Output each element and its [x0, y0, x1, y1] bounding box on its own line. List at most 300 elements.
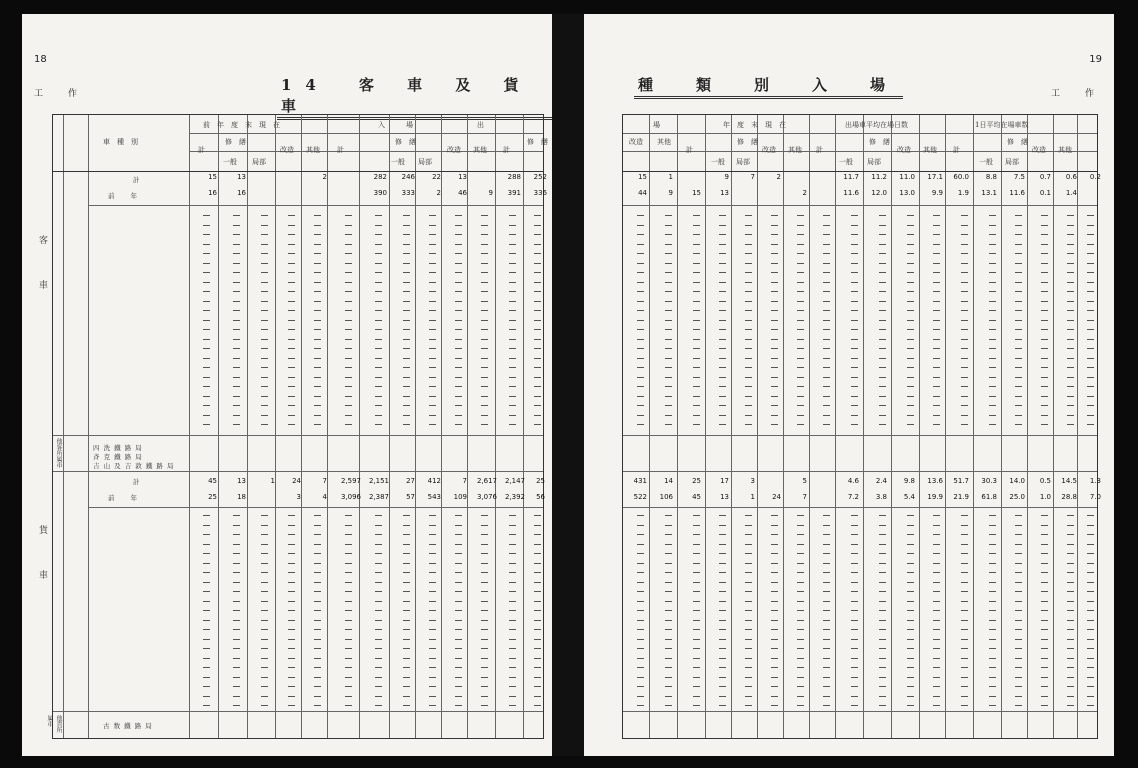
empty-cell-dash [375, 253, 382, 254]
empty-cell-dash [1041, 648, 1048, 649]
header-remodel: 改造 [1032, 146, 1046, 154]
empty-cell-dash [1041, 629, 1048, 630]
empty-cell-dash [455, 601, 462, 602]
empty-cell-dash [375, 234, 382, 235]
empty-cell-dash [907, 525, 914, 526]
empty-cell-dash [933, 667, 940, 668]
empty-cell-dash [455, 525, 462, 526]
empty-cell-dash [345, 253, 352, 254]
empty-cell-dash [989, 415, 996, 416]
empty-cell-dash [823, 348, 830, 349]
empty-cell-dash [771, 563, 778, 564]
empty-cell-dash [314, 667, 321, 668]
empty-cell-dash [823, 620, 830, 621]
empty-cell-dash [933, 572, 940, 573]
empty-cell-dash [879, 544, 886, 545]
empty-cell-dash [1067, 534, 1074, 535]
empty-cell-dash [989, 244, 996, 245]
empty-cell-dash [481, 225, 488, 226]
empty-cell-dash [481, 620, 488, 621]
column-divider [327, 115, 328, 738]
header-bureau: 局部 [252, 158, 266, 166]
empty-cell-dash [989, 348, 996, 349]
cell: 8.8 [985, 173, 997, 181]
cell: 13.0 [899, 189, 915, 197]
empty-cell-dash [637, 610, 644, 611]
column-divider [275, 115, 276, 738]
empty-cell-dash [1067, 282, 1074, 283]
empty-cell-dash [693, 405, 700, 406]
empty-cell-dash [1041, 358, 1048, 359]
empty-cell-dash [403, 696, 410, 697]
empty-cell-dash [345, 215, 352, 216]
empty-cell-dash [961, 629, 968, 630]
empty-cell-dash [261, 396, 268, 397]
empty-cell-dash [455, 610, 462, 611]
empty-cell-dash [534, 225, 541, 226]
empty-cell-dash [429, 253, 436, 254]
empty-cell-dash [203, 396, 210, 397]
header-rule [189, 133, 543, 134]
empty-cell-dash [823, 386, 830, 387]
empty-cell-dash [375, 686, 382, 687]
empty-cell-dash [1067, 263, 1074, 264]
empty-cell-dash [403, 572, 410, 573]
empty-cell-dash [233, 591, 240, 592]
empty-cell-dash [429, 515, 436, 516]
empty-cell-dash [961, 424, 968, 425]
empty-cell-dash [1067, 339, 1074, 340]
cell: 2,597 [340, 477, 361, 485]
empty-cell-dash [455, 667, 462, 668]
stub-total-passenger: 計 [133, 176, 141, 184]
empty-cell-dash [375, 705, 382, 706]
empty-cell-dash [1087, 563, 1094, 564]
empty-cell-dash [823, 705, 830, 706]
empty-cell-dash [455, 358, 462, 359]
empty-cell-dash [1015, 348, 1022, 349]
empty-cell-dash [288, 629, 295, 630]
empty-cell-dash [534, 301, 541, 302]
empty-cell-dash [233, 386, 240, 387]
empty-cell-dash [314, 582, 321, 583]
empty-cell-dash [797, 367, 804, 368]
empty-cell-dash [1087, 525, 1094, 526]
column-divider [731, 115, 732, 738]
empty-cell-dash [1041, 620, 1048, 621]
group-rule [53, 471, 543, 472]
empty-cell-dash [771, 215, 778, 216]
empty-cell-dash [233, 263, 240, 264]
empty-cell-dash [288, 591, 295, 592]
empty-cell-dash [1041, 591, 1048, 592]
empty-cell-dash [261, 405, 268, 406]
empty-cell-dash [481, 396, 488, 397]
empty-cell-dash [745, 620, 752, 621]
empty-cell-dash [403, 686, 410, 687]
empty-cell-dash [693, 263, 700, 264]
empty-cell-dash [851, 253, 858, 254]
empty-cell-dash [455, 553, 462, 554]
empty-cell-dash [375, 301, 382, 302]
empty-cell-dash [314, 705, 321, 706]
cell: 57 [406, 493, 415, 501]
empty-cell-dash [851, 301, 858, 302]
empty-cell-dash [823, 629, 830, 630]
empty-cell-dash [961, 525, 968, 526]
empty-cell-dash [1067, 696, 1074, 697]
page-number: 18 [34, 54, 47, 65]
empty-cell-dash [429, 582, 436, 583]
empty-cell-dash [509, 310, 516, 311]
empty-cell-dash [288, 263, 295, 264]
empty-cell-dash [1087, 377, 1094, 378]
cell: 2 [776, 173, 781, 181]
empty-cell-dash [879, 667, 886, 668]
empty-cell-dash [933, 396, 940, 397]
empty-cell-dash [771, 639, 778, 640]
empty-cell-dash [961, 348, 968, 349]
empty-cell-dash [693, 415, 700, 416]
empty-cell-dash [745, 405, 752, 406]
empty-cell-dash [745, 272, 752, 273]
column-divider [863, 115, 864, 738]
empty-cell-dash [961, 696, 968, 697]
empty-cell-dash [481, 272, 488, 273]
empty-cell-dash [851, 405, 858, 406]
empty-cell-dash [375, 424, 382, 425]
empty-cell-dash [665, 348, 672, 349]
empty-cell-dash [261, 329, 268, 330]
empty-cell-dash [693, 515, 700, 516]
empty-cell-dash [797, 272, 804, 273]
empty-cell-dash [771, 515, 778, 516]
empty-cell-dash [665, 244, 672, 245]
empty-cell-dash [261, 320, 268, 321]
empty-cell-dash [1067, 544, 1074, 545]
header-entered: 入 場 [378, 121, 413, 129]
empty-cell-dash [1067, 667, 1074, 668]
empty-cell-dash [345, 405, 352, 406]
empty-cell-dash [288, 544, 295, 545]
empty-cell-dash [823, 601, 830, 602]
stub-bureau-1: 四 洗 鐵 路 局 [93, 444, 143, 452]
empty-cell-dash [745, 396, 752, 397]
empty-cell-dash [261, 215, 268, 216]
empty-cell-dash [745, 348, 752, 349]
empty-cell-dash [797, 215, 804, 216]
empty-cell-dash [771, 686, 778, 687]
empty-cell-dash [481, 639, 488, 640]
empty-cell-dash [797, 534, 804, 535]
section-label: 工 作 [34, 89, 86, 99]
empty-cell-dash [403, 544, 410, 545]
empty-cell-dash [314, 386, 321, 387]
empty-cell-dash [989, 424, 996, 425]
empty-cell-dash [797, 705, 804, 706]
empty-cell-dash [797, 515, 804, 516]
empty-cell-dash [771, 358, 778, 359]
empty-cell-dash [345, 677, 352, 678]
empty-cell-dash [665, 282, 672, 283]
empty-cell-dash [375, 339, 382, 340]
empty-cell-dash [481, 591, 488, 592]
empty-cell-dash [771, 525, 778, 526]
empty-cell-dash [797, 620, 804, 621]
cell: 2 [436, 189, 441, 197]
empty-cell-dash [375, 320, 382, 321]
column-divider [247, 115, 248, 738]
page-title: 14 客 車 及 貨 車 [277, 74, 552, 120]
empty-cell-dash [665, 424, 672, 425]
empty-cell-dash [1067, 415, 1074, 416]
empty-cell-dash [1087, 396, 1094, 397]
empty-cell-dash [1015, 534, 1022, 535]
empty-cell-dash [961, 415, 968, 416]
empty-cell-dash [314, 291, 321, 292]
empty-cell-dash [1067, 329, 1074, 330]
cell: 51.7 [953, 477, 969, 485]
empty-cell-dash [771, 320, 778, 321]
empty-cell-dash [534, 215, 541, 216]
empty-cell-dash [693, 544, 700, 545]
empty-cell-dash [534, 310, 541, 311]
empty-cell-dash [989, 377, 996, 378]
empty-cell-dash [693, 253, 700, 254]
header-other: 其他 [473, 146, 487, 154]
empty-cell-dash [481, 377, 488, 378]
cell: 11.2 [871, 173, 887, 181]
cell: 1.4 [1065, 189, 1077, 197]
empty-cell-dash [345, 648, 352, 649]
empty-cell-dash [403, 620, 410, 621]
empty-cell-dash [879, 291, 886, 292]
cell: 11.6 [843, 189, 859, 197]
header-total: 計 [816, 146, 823, 154]
empty-cell-dash [455, 405, 462, 406]
empty-cell-dash [961, 310, 968, 311]
empty-cell-dash [455, 591, 462, 592]
empty-cell-dash [879, 629, 886, 630]
column-divider [523, 115, 524, 738]
empty-cell-dash [1067, 424, 1074, 425]
empty-cell-dash [665, 272, 672, 273]
empty-cell-dash [345, 272, 352, 273]
empty-cell-dash [823, 424, 830, 425]
empty-cell-dash [314, 639, 321, 640]
empty-cell-dash [233, 629, 240, 630]
empty-cell-dash [1087, 244, 1094, 245]
empty-cell-dash [797, 291, 804, 292]
empty-cell-dash [481, 544, 488, 545]
empty-cell-dash [719, 386, 726, 387]
empty-cell-dash [907, 553, 914, 554]
empty-cell-dash [509, 572, 516, 573]
header-rule [623, 133, 1097, 134]
empty-cell-dash [1041, 677, 1048, 678]
empty-cell-dash [203, 677, 210, 678]
empty-cell-dash [879, 534, 886, 535]
empty-cell-dash [233, 310, 240, 311]
empty-cell-dash [1067, 396, 1074, 397]
empty-cell-dash [509, 629, 516, 630]
cell: 28.8 [1061, 493, 1077, 501]
empty-cell-dash [261, 534, 268, 535]
empty-cell-dash [989, 610, 996, 611]
cell: 25 [208, 493, 217, 501]
empty-cell-dash [429, 591, 436, 592]
empty-cell-dash [203, 648, 210, 649]
empty-cell-dash [879, 677, 886, 678]
empty-cell-dash [1041, 639, 1048, 640]
empty-cell-dash [719, 658, 726, 659]
empty-cell-dash [989, 367, 996, 368]
empty-cell-dash [693, 601, 700, 602]
empty-cell-dash [375, 367, 382, 368]
empty-cell-dash [823, 686, 830, 687]
empty-cell-dash [261, 639, 268, 640]
cell: 15 [208, 173, 217, 181]
empty-cell-dash [203, 291, 210, 292]
empty-cell-dash [989, 553, 996, 554]
empty-cell-dash [933, 215, 940, 216]
empty-cell-dash [797, 563, 804, 564]
empty-cell-dash [375, 553, 382, 554]
empty-cell-dash [481, 367, 488, 368]
empty-cell-dash [879, 572, 886, 573]
empty-cell-dash [233, 582, 240, 583]
empty-cell-dash [509, 415, 516, 416]
empty-cell-dash [797, 582, 804, 583]
empty-cell-dash [288, 234, 295, 235]
empty-cell-dash [933, 367, 940, 368]
empty-cell-dash [1087, 629, 1094, 630]
empty-cell-dash [1041, 377, 1048, 378]
empty-cell-dash [933, 320, 940, 321]
empty-cell-dash [851, 582, 858, 583]
header-prev-year-end: 前 年 度 末 現 在 [203, 121, 280, 129]
empty-cell-dash [693, 572, 700, 573]
empty-cell-dash [261, 272, 268, 273]
empty-cell-dash [203, 424, 210, 425]
empty-cell-dash [1087, 234, 1094, 235]
empty-cell-dash [1041, 339, 1048, 340]
cell: 336 [533, 189, 547, 197]
empty-cell-dash [288, 658, 295, 659]
empty-cell-dash [823, 301, 830, 302]
empty-cell-dash [719, 225, 726, 226]
empty-cell-dash [1041, 705, 1048, 706]
empty-cell-dash [771, 572, 778, 573]
empty-cell-dash [455, 253, 462, 254]
empty-cell-dash [665, 339, 672, 340]
empty-cell-dash [933, 705, 940, 706]
empty-cell-dash [429, 667, 436, 668]
empty-cell-dash [771, 629, 778, 630]
empty-cell-dash [203, 591, 210, 592]
empty-cell-dash [233, 225, 240, 226]
empty-cell-dash [745, 253, 752, 254]
empty-cell-dash [1067, 244, 1074, 245]
empty-cell-dash [345, 320, 352, 321]
cell: 412 [427, 477, 441, 485]
empty-cell-dash [961, 705, 968, 706]
empty-cell-dash [403, 215, 410, 216]
empty-cell-dash [345, 696, 352, 697]
empty-cell-dash [745, 696, 752, 697]
empty-cell-dash [429, 358, 436, 359]
empty-cell-dash [851, 658, 858, 659]
empty-cell-dash [455, 705, 462, 706]
cell: 288 [507, 173, 521, 181]
empty-cell-dash [745, 320, 752, 321]
empty-cell-dash [509, 544, 516, 545]
empty-cell-dash [455, 620, 462, 621]
empty-cell-dash [481, 677, 488, 678]
empty-cell-dash [403, 677, 410, 678]
empty-cell-dash [745, 648, 752, 649]
empty-cell-dash [771, 591, 778, 592]
empty-cell-dash [823, 591, 830, 592]
empty-cell-dash [1067, 234, 1074, 235]
empty-cell-dash [233, 610, 240, 611]
empty-cell-dash [534, 705, 541, 706]
empty-cell-dash [455, 282, 462, 283]
empty-cell-dash [879, 696, 886, 697]
empty-cell-dash [429, 415, 436, 416]
empty-cell-dash [345, 553, 352, 554]
empty-cell-dash [429, 339, 436, 340]
empty-cell-dash [455, 648, 462, 649]
empty-cell-dash [693, 320, 700, 321]
empty-cell-dash [509, 253, 516, 254]
empty-cell-dash [665, 686, 672, 687]
empty-cell-dash [288, 601, 295, 602]
empty-cell-dash [907, 282, 914, 283]
cell: 1 [750, 493, 755, 501]
empty-cell-dash [534, 405, 541, 406]
empty-cell-dash [989, 601, 996, 602]
empty-cell-dash [375, 610, 382, 611]
empty-cell-dash [1015, 696, 1022, 697]
empty-cell-dash [233, 301, 240, 302]
empty-cell-dash [233, 639, 240, 640]
empty-cell-dash [907, 705, 914, 706]
empty-cell-dash [771, 705, 778, 706]
empty-cell-dash [823, 320, 830, 321]
empty-cell-dash [989, 677, 996, 678]
empty-cell-dash [375, 648, 382, 649]
empty-cell-dash [745, 515, 752, 516]
column-divider [835, 115, 836, 738]
empty-cell-dash [481, 601, 488, 602]
empty-cell-dash [719, 377, 726, 378]
cell: 11.7 [843, 173, 859, 181]
empty-cell-dash [509, 667, 516, 668]
empty-cell-dash [233, 525, 240, 526]
empty-cell-dash [534, 339, 541, 340]
empty-cell-dash [693, 291, 700, 292]
empty-cell-dash [961, 553, 968, 554]
empty-cell-dash [1015, 244, 1022, 245]
column-divider [757, 115, 758, 738]
empty-cell-dash [233, 658, 240, 659]
empty-cell-dash [961, 386, 968, 387]
empty-cell-dash [693, 339, 700, 340]
empty-cell-dash [907, 534, 914, 535]
empty-cell-dash [314, 225, 321, 226]
empty-cell-dash [665, 358, 672, 359]
